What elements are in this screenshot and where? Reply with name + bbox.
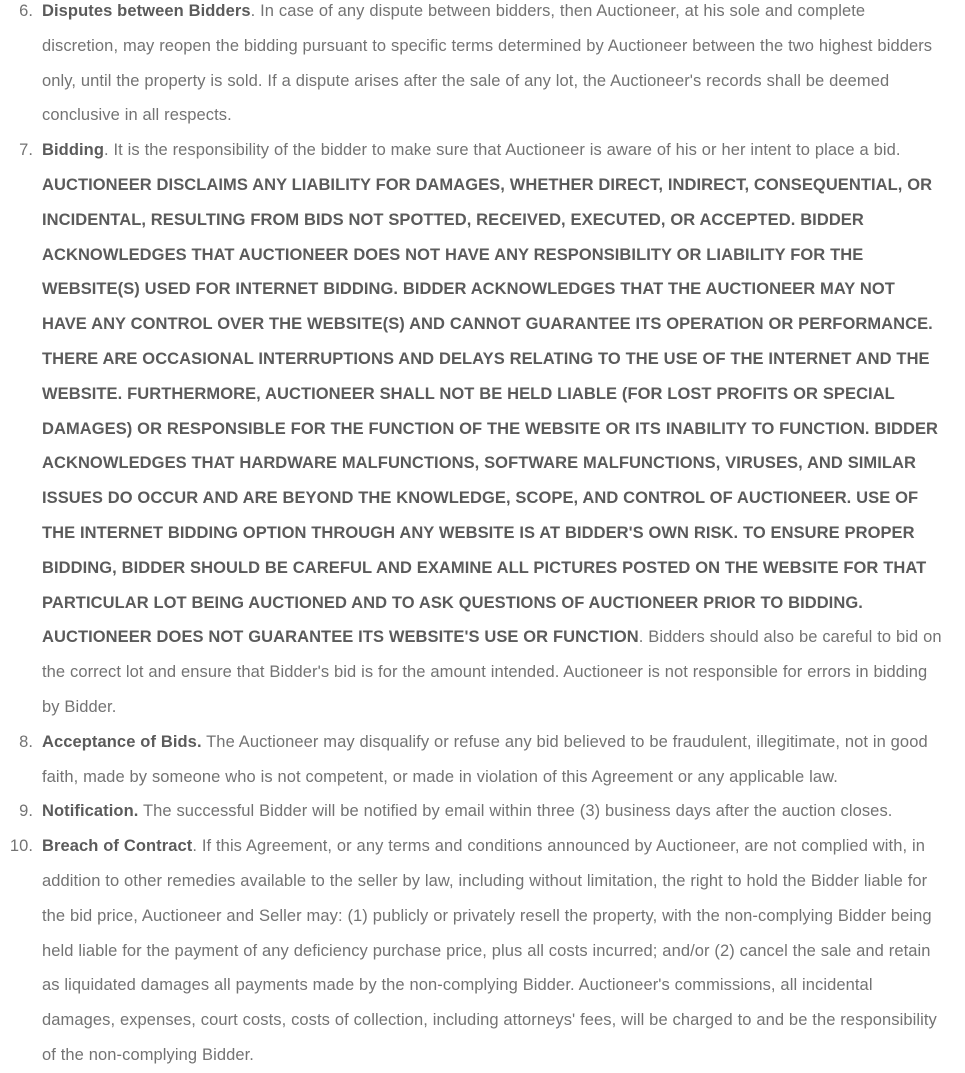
list-item	[0, 794, 965, 829]
list-item-lead: Bidding	[42, 141, 104, 160]
list-item	[0, 133, 965, 725]
list-item-number: 8.	[19, 732, 33, 751]
list-item-body	[42, 725, 965, 795]
list-item-body	[42, 0, 965, 133]
list-item-text-after-caps: . Bidders should also be careful to bid on the correct lot and ensure that Bidder's bid is for the amount intended. Auctioneer is not responsible for errors in bidding by Bidder.	[42, 628, 942, 716]
list-item-number: 9.	[19, 802, 33, 821]
list-item-body	[42, 794, 965, 829]
list-item-lead-punctuation: .	[192, 837, 198, 856]
list-item	[0, 725, 965, 795]
list-item-lead-punctuation: .	[250, 2, 256, 20]
list-item-lead-punctuation: .	[103, 141, 109, 160]
list-item-text-before-caps: It is the responsibility of the bidder to make sure that Auctioneer is aware of his or her intent to place a bid.	[108, 141, 901, 160]
list-item-body	[42, 133, 965, 725]
list-item	[0, 829, 965, 1073]
list-item-disclaimer-caps: AUCTIONEER DISCLAIMS ANY LIABILITY FOR DAMAGES, WHETHER DIRECT, INDIRECT, CONSEQUENTIAL, OR INCIDENTAL, RESULTING FROM BIDS NOT SPOTTED, RECEIVED, EXECUTED, OR ACCEPTED. BIDDER ACKNOWLEDGES THAT AUCTIONEER DOES NOT HAVE ANY RESPONSIBILITY OR LIABILITY FOR THE WEBSITE(S) USED FOR INTERNET BIDDING. BIDDER ACKNOWLEDGES THAT THE AUCTIONEER MAY NOT HAVE ANY CONTROL OVER THE WEBSITE(S) AND CANNOT GUARANTEE ITS OPERATION OR PERFORMANCE. THERE ARE OCCASIONAL INTERRUPTIONS AND DELAYS RELATING TO THE USE OF THE INTERNET AND THE WEBSITE. FURTHERMORE, AUCTIONEER SHALL NOT BE HELD LIABLE (FOR LOST PROFITS OR SPECIAL DAMAGES) OR RESPONSIBLE FOR THE FUNCTION OF THE WEBSITE OR ITS INABILITY TO FUNCTION. BIDDER ACKNOWLEDGES THAT HARDWARE MALFUNCTIONS, SOFTWARE MALFUNCTIONS, VIRUSES, AND SIMILAR ISSUES DO OCCUR AND ARE BEYOND THE KNOWLEDGE, SCOPE, AND CONTROL OF AUCTIONEER. USE OF THE INTERNET BIDDING OPTION THROUGH ANY WEBSITE IS AT BIDDER'S OWN RISK. TO ENSURE PROPER BIDDING, BIDDER SHOULD BE CAREFUL AND EXAMINE ALL PICTURES POSTED ON THE WEBSITE FOR THAT PARTICULAR LOT BEING AUCTIONED AND TO ASK QUESTIONS OF AUCTIONEER PRIOR TO BIDDING. AUCTIONEER DOES NOT GUARANTEE ITS WEBSITE'S USE OR FUNCTION	[42, 175, 939, 647]
list-item-lead: Disputes between Bidders	[42, 2, 251, 20]
list-item-number: 7.	[19, 141, 33, 160]
list-item-text: The successful Bidder will be notified by email within three (3) business days after the auction closes.	[138, 802, 893, 821]
list-item-number: 10.	[9, 837, 33, 856]
list-item-lead: Breach of Contract	[42, 837, 193, 856]
list-item-number: 6.	[19, 2, 33, 20]
list-item-body	[42, 829, 965, 1073]
list-item-text: If this Agreement, or any terms and conditions announced by Auctioneer, are not complied with, in addition to other remedies available to the seller by law, including without limitation, the right to hold the Bidder liable for the bid price, Auctioneer and Seller may: (1) publicly or privately resell the property, with the non-complying Bidder being held liable for the payment of any deficiency purchase price, plus all costs incurred; and/or (2) cancel the sale and retain as liquidated damages all payments made by the non-complying Bidder. Auctioneer's commissions, all incidental damages, expenses, court costs, costs of collection, including attorneys' fees, will be charged to and be the responsibility of the non-complying Bidder.	[42, 837, 937, 1064]
list-item-text: In case of any dispute between bidders, then Auctioneer, at his sole and complete discretion, may reopen the bidding pursuant to specific terms determined by Auctioneer between the two highest bidders only, until the property is sold. If a dispute arises after the sale of any lot, the Auctioneer's records shall be deemed conclusive in all respects.	[42, 2, 933, 125]
list-item-lead: Acceptance of Bids.	[42, 732, 202, 751]
list-item-text: The Auctioneer may disqualify or refuse any bid believed to be fraudulent, illegitimate, not in good faith, made by someone who is not competent, or made in violation of this Agreement or any applicable law.	[42, 732, 928, 786]
list-item-lead: Notification.	[42, 802, 139, 821]
list-item	[0, 0, 965, 133]
